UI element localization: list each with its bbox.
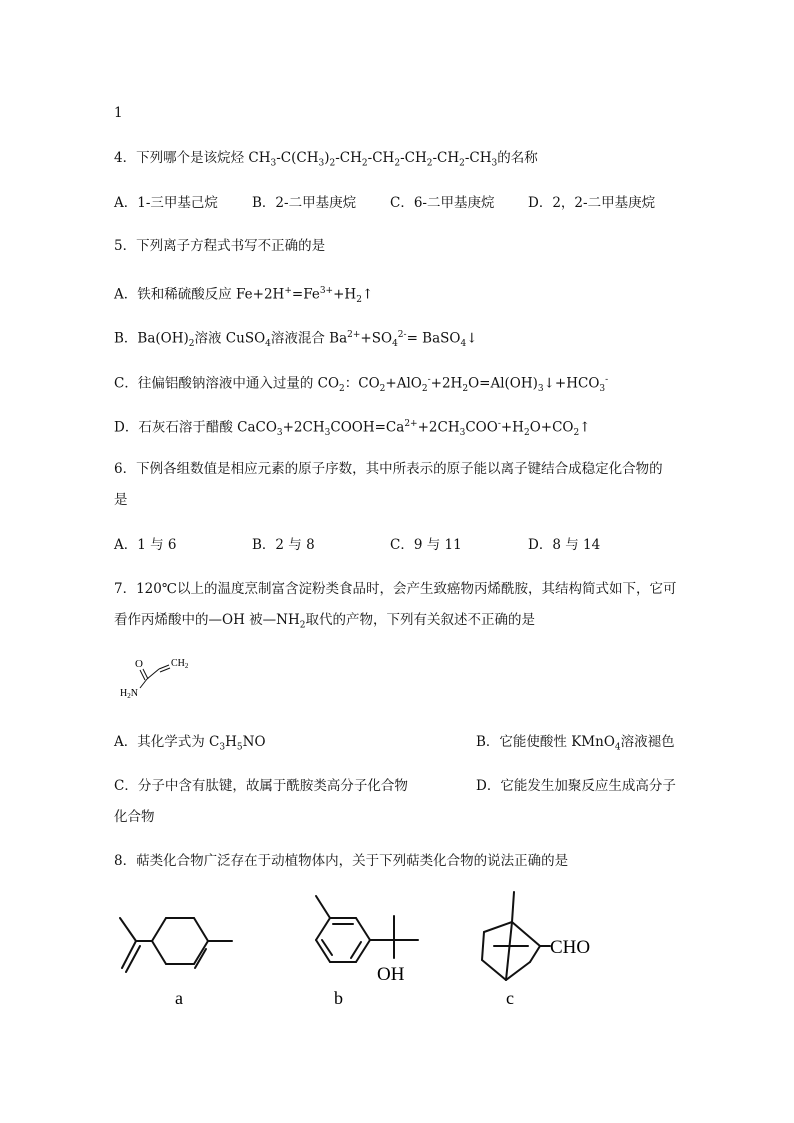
question-6-stem: 6．下例各组数值是相应元素的原子序数，其中所表示的原子能以离子键结合成稳定化合物的 bbox=[114, 461, 663, 477]
q7-option-d-cont: 化合物 bbox=[114, 809, 155, 825]
q5-option-d[interactable]: D．石灰石溶于醋酸 $CaCO_3+2CH_3COOH=Ca^{2+}+2CH_3COO^-+H_2O+CO_2↑$ bbox=[114, 419, 591, 439]
q5-option-c[interactable]: C．往偏铝酸钠溶液中通入过量的 $CO_2$：$CO_2+AlO_2^-+2H_2O=Al(OH)_3↓+HCO_3^-$ bbox=[114, 375, 609, 395]
question-7-stem-cont: 看作丙烯酸中的—OH 被$—NH_2$取代的产物，下列有关叙述不正确的是 bbox=[114, 612, 535, 631]
hydroxyl-label: OH bbox=[377, 964, 405, 985]
page-number: 1 bbox=[114, 105, 123, 121]
q7-option-a[interactable]: A．其化学式为 $C_3H_5NO$ bbox=[114, 734, 266, 753]
structure-a bbox=[112, 908, 242, 1008]
label-a: a bbox=[175, 988, 183, 1008]
question-4-stem: 4．下列哪个是该烷烃 $CH_3-C(CH_3)_2-CH_2-CH_2-CH_2-CH_2-CH_3$的名称 bbox=[114, 150, 538, 169]
structure-c bbox=[470, 886, 620, 1008]
aldehyde-label: CHO bbox=[550, 937, 591, 958]
struct-ch2: $CH_2$ bbox=[171, 658, 189, 670]
q7-option-d[interactable]: D．它能发生加聚反应生成高分子 bbox=[476, 778, 676, 794]
struct-oxygen: O bbox=[135, 658, 143, 670]
label-c: c bbox=[506, 988, 514, 1008]
acrylamide-structure bbox=[114, 652, 204, 702]
q4-option-a[interactable]: A．1-三甲基己烷 bbox=[114, 195, 218, 211]
q6-option-b[interactable]: B．2 与 8 bbox=[252, 537, 315, 553]
q5-option-a[interactable]: A．铁和稀硫酸反应 $Fe+2H^+=Fe^{3+}+H_2↑$ bbox=[114, 286, 374, 306]
alkane-formula: $CH_3-C(CH_3)_2-CH_2-CH_2-CH_2-CH_2-CH_3$ bbox=[248, 150, 498, 169]
q6-option-a[interactable]: A．1 与 6 bbox=[114, 537, 177, 553]
question-7-stem: 7．120℃以上的温度烹制富含淀粉类食品时，会产生致癌物丙烯酰胺，其结构简式如下，它可 bbox=[114, 581, 677, 597]
q6-option-d[interactable]: D．8 与 14 bbox=[528, 537, 601, 553]
question-5-stem: 5．下列离子方程式书写不正确的是 bbox=[114, 238, 326, 254]
q4-option-d[interactable]: D．2，2-二甲基庚烷 bbox=[528, 195, 656, 211]
q7-option-b[interactable]: B．它能使酸性 KMnO$_4$溶液褪色 bbox=[476, 734, 675, 753]
struct-nh2: $H_2N$ bbox=[120, 688, 138, 700]
q4-option-b[interactable]: B．2-二甲基庚烷 bbox=[252, 195, 357, 211]
q5-option-b[interactable]: B．$Ba(OH)_2$溶液 CuSO$_4$溶液混合 $Ba^{2+}+SO_4^{2-}=$ BaSO$_4$↓ bbox=[114, 330, 478, 350]
question-6-stem-cont: 是 bbox=[114, 492, 128, 508]
question-8-stem: 8．萜类化合物广泛存在于动植物体内，关于下列萜类化合物的说法正确的是 bbox=[114, 853, 569, 869]
structure-b bbox=[300, 888, 440, 1008]
q6-option-c[interactable]: C．9 与 11 bbox=[390, 537, 462, 553]
q4-option-c[interactable]: C．6-二甲基庚烷 bbox=[390, 195, 495, 211]
label-b: b bbox=[334, 988, 343, 1008]
q7-option-c[interactable]: C．分子中含有肽键，故属于酰胺类高分子化合物 bbox=[114, 778, 408, 794]
